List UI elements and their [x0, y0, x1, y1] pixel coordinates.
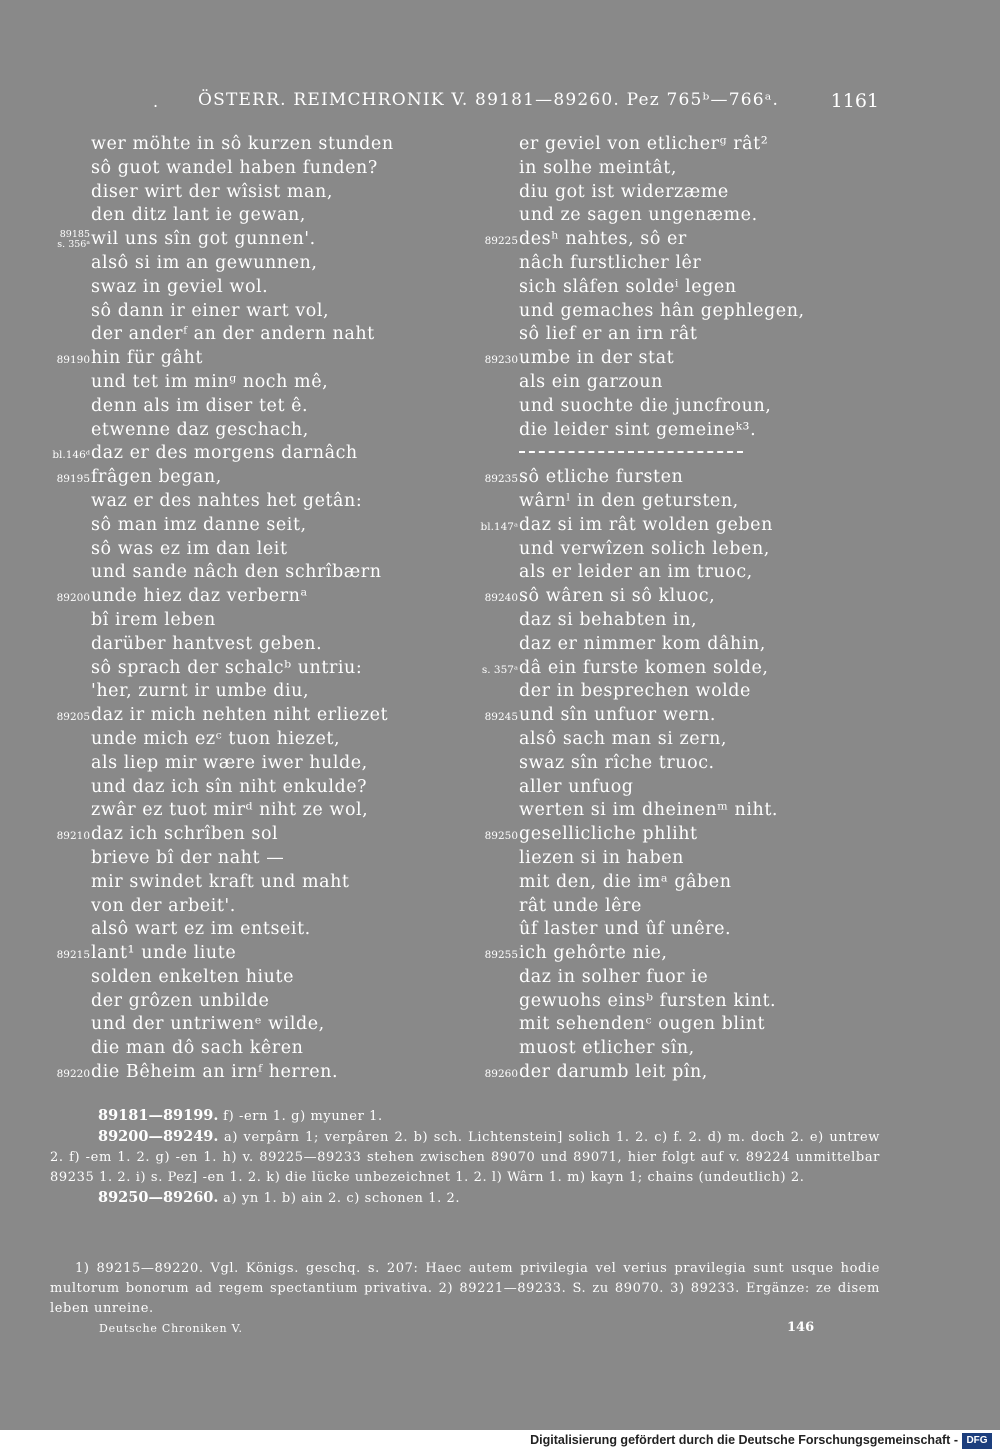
- verse-line: [50, 133, 490, 157]
- variant-range: 89200—89249.: [98, 1128, 219, 1145]
- verse-line: [50, 228, 490, 252]
- verse-text: in solhe meintât,: [519, 157, 677, 178]
- variant-block: [50, 1188, 880, 1209]
- verse-line: [50, 157, 490, 181]
- line-number: 89210: [56, 830, 90, 843]
- verse-line: [478, 228, 958, 252]
- line-number: 89260: [484, 1068, 518, 1081]
- verse-line: [50, 990, 490, 1014]
- verse-text: daz er nimmer kom dâhin,: [519, 633, 766, 654]
- verse-line: [478, 538, 958, 562]
- verse-line: [478, 157, 958, 181]
- verse-text: gewuohs einsᵇ fursten kint.: [519, 990, 777, 1011]
- verse-text: sô lief er an irn rât: [519, 324, 698, 345]
- verse-line: [50, 514, 490, 538]
- verse-line: [478, 561, 958, 585]
- funding-banner: [0, 1430, 1000, 1453]
- running-title: ÖSTERR. REIMCHRONIK V. 89181—89260. Pez 765ᵇ—766ᵃ.: [198, 90, 780, 110]
- verse-line: [478, 371, 958, 395]
- verse-text: die leider sint gemeineᵏ³.: [519, 419, 757, 440]
- verse-text: und der untriwenᵉ wilde,: [91, 1014, 325, 1035]
- verse-line: [478, 252, 958, 276]
- verse-line: [478, 895, 958, 919]
- verse-line: [478, 966, 958, 990]
- verse-text: daz in solher fuor ie: [519, 966, 709, 987]
- line-number: 89190: [56, 354, 90, 367]
- footnotes: [50, 1259, 880, 1319]
- verse-text: gesellicliche phliht: [519, 824, 698, 845]
- verse-text: diu got ist widerzæme: [519, 181, 729, 202]
- verse-text: alsô sach man si zern,: [519, 728, 728, 749]
- line-number: 89235: [484, 473, 518, 486]
- line-number: bl.147ᵃ: [480, 520, 518, 533]
- verse-line: [478, 300, 958, 324]
- variant-block: [50, 1106, 880, 1127]
- verse-line: [478, 1061, 958, 1085]
- verse-line: [478, 776, 958, 800]
- verse-line: [50, 561, 490, 585]
- verse-text: desʰ nahtes, sô er: [519, 229, 687, 250]
- verse-text: wer möhte in sô kurzen stunden: [91, 134, 394, 154]
- verse-line: [478, 133, 958, 157]
- verse-text: und daz ich sîn niht enkulde?: [91, 776, 368, 797]
- verse-text: der in besprechen wolde: [519, 681, 751, 702]
- verse-text: als ein garzoun: [519, 371, 663, 392]
- verse-text: daz ir mich nehten niht erliezet: [91, 705, 389, 726]
- verse-line: [478, 704, 958, 728]
- verse-line: [478, 514, 958, 538]
- verse-line: [50, 419, 490, 443]
- verse-text: sô guot wandel haben funden?: [91, 157, 378, 178]
- verse-line: [50, 490, 490, 514]
- verse-text: denn als im diser tet ê.: [91, 395, 309, 416]
- line-number: s. 357ᵃ: [481, 663, 518, 676]
- verse-text: alsô wart ez im entseit.: [91, 919, 311, 940]
- page-header: [0, 88, 1000, 118]
- line-number: 89245: [484, 711, 518, 724]
- verse-text: waz er des nahtes het getân:: [91, 490, 363, 511]
- verse-line: [50, 799, 490, 823]
- verse-line: [50, 347, 490, 371]
- verse-line: [50, 371, 490, 395]
- verse-text: werten si im dheinenᵐ niht.: [519, 800, 779, 821]
- line-number: 89200: [56, 592, 90, 605]
- verse-text: und suochte die juncfroun,: [519, 395, 772, 416]
- verse-line: [50, 585, 490, 609]
- verse-line: [50, 847, 490, 871]
- header-dot: .: [153, 92, 159, 111]
- verse-text: dâ ein furste komen solde,: [519, 657, 769, 678]
- verse-line: [478, 918, 958, 942]
- verse-line: [50, 942, 490, 966]
- verse-line: [478, 442, 958, 466]
- verse-text: rât unde lêre: [519, 895, 642, 916]
- verse-text: zwâr ez tuot mirᵈ niht ze wol,: [91, 800, 369, 821]
- verse-text: ûf laster und ûf unêre.: [519, 919, 732, 940]
- verse-line: [478, 204, 958, 228]
- verse-line: [478, 633, 958, 657]
- line-number: 89215: [56, 949, 90, 962]
- verse-text: den ditz lant ie gewan,: [91, 205, 306, 226]
- verse-text: diser wirt der wîsist man,: [91, 181, 333, 202]
- verse-text: darüber hantvest geben.: [91, 633, 323, 654]
- dfg-logo: DFG: [962, 1433, 992, 1449]
- verse-line: [478, 752, 958, 776]
- line-number: 89250: [484, 830, 518, 843]
- verse-line: [478, 609, 958, 633]
- verse-line: [50, 323, 490, 347]
- verse-text: als er leider an im truoc,: [519, 562, 753, 583]
- verse-text: wil uns sîn got gunnen'.: [91, 229, 316, 250]
- verse-text: daz ich schrîben sol: [91, 824, 279, 845]
- line-number: 89220: [56, 1068, 90, 1081]
- verse-text: nâch furstlicher lêr: [519, 252, 702, 273]
- verse-text: daz si im rât wolden geben: [519, 514, 773, 535]
- verse-line: [50, 204, 490, 228]
- sheet-number: 146: [787, 1320, 815, 1335]
- verse-line: [50, 728, 490, 752]
- verse-text: swaz in geviel wol.: [91, 276, 269, 297]
- variant-range: 89181—89199.: [98, 1107, 219, 1124]
- verse-line: [478, 990, 958, 1014]
- verse-line: [50, 633, 490, 657]
- line-number: 89195: [56, 473, 90, 486]
- verse-text: die man dô sach kêren: [91, 1038, 304, 1059]
- verse-text: daz si behabten in,: [519, 609, 698, 630]
- verse-text: liezen si in haben: [519, 847, 684, 868]
- verse-line: [50, 776, 490, 800]
- verse-text: brieve bî der naht —: [91, 847, 285, 868]
- verse-line: [478, 847, 958, 871]
- verse-text: und verwîzen solich leben,: [519, 538, 770, 559]
- verse-text: mit sehendenᶜ ougen blint: [519, 1014, 766, 1035]
- verse-line: [50, 1013, 490, 1037]
- verse-text: ich gehôrte nie,: [519, 943, 668, 964]
- verse-line: [478, 871, 958, 895]
- right-verse-column: [478, 133, 958, 1085]
- verse-text: als liep mir wære iwer hulde,: [91, 752, 368, 773]
- verse-line: [478, 1037, 958, 1061]
- variant-range: 89250—89260.: [98, 1189, 219, 1206]
- verse-text: mir swindet kraft und maht: [91, 871, 350, 892]
- variant-text: a) verpârn 1; verpâren 2. b) sch. Lichtenstein] solich 1. 2. c) f. 2. d) m. doch 2. e) untrew 2. f) -em 1. 2. g) -en 1. h) v. 89225—89233 stehen zwischen 89070 und 89071, hier folgt auf v. 89224 unmittelbar 89235 1. 2. i) s. Pez] -en 1. 2. k) die lücke unbezeichnet 1. 2. l) Wârn 1. m) kayn 1; chains (undeutlich) 2.: [50, 1130, 880, 1185]
- verse-line: [50, 966, 490, 990]
- variant-text: a) yn 1. b) ain 2. c) schonen 1. 2.: [218, 1191, 461, 1206]
- verse-line: [478, 799, 958, 823]
- verse-line: [50, 895, 490, 919]
- verse-line: [478, 657, 958, 681]
- verse-line: [478, 347, 958, 371]
- footnote-text: 1) 89215—89220. Vgl. Königs. geschq. s. 207: Haec autem privilegia vel verius pravilegia sunt usque hodie multorum bonorum ad regem spectantium privativa. 2) 89221—89233. S. zu 89070. 3) 89233. Ergänze: ze disem leben unreine.: [50, 1261, 880, 1316]
- verse-line: [50, 657, 490, 681]
- verse-line: [478, 728, 958, 752]
- verse-text: die Bêheim an irnᶠ herren.: [91, 1062, 339, 1083]
- line-number: 89205: [56, 711, 90, 724]
- verse-line: [478, 276, 958, 300]
- variant-readings: [50, 1106, 880, 1209]
- line-number: bl.146ᵈ: [52, 449, 90, 462]
- line-number: 89255: [484, 949, 518, 962]
- verse-text: sô man imz danne seit,: [91, 514, 307, 535]
- verse-text: der darumb leit pîn,: [519, 1062, 708, 1083]
- verse-text: sô wâren si sô kluoc,: [519, 586, 716, 607]
- verse-line: [50, 918, 490, 942]
- verse-line: [50, 871, 490, 895]
- verse-text: solden enkelten hiute: [91, 966, 294, 987]
- verse-line: [50, 752, 490, 776]
- verse-text: sô dann ir einer wart vol,: [91, 300, 330, 321]
- verse-text: und sîn unfuor wern.: [519, 705, 717, 726]
- verse-line: [50, 181, 490, 205]
- verse-line: [478, 181, 958, 205]
- line-number: 89230: [484, 354, 518, 367]
- verse-text: frâgen began,: [91, 467, 222, 488]
- verse-line: [478, 680, 958, 704]
- verse-text: 'her, zurnt ir umbe diu,: [91, 681, 310, 702]
- verse-text: etwenne daz geschach,: [91, 419, 309, 440]
- verse-text: und tet im minᵍ noch mê,: [91, 371, 329, 392]
- variant-block: [50, 1127, 880, 1188]
- verse-line: [50, 466, 490, 490]
- verse-text: sô sprach der schalcᵇ untriu:: [91, 657, 363, 678]
- verse-text: aller unfuog: [519, 776, 634, 797]
- verse-text: swaz sîn rîche truoc.: [519, 752, 715, 773]
- verse-line: [478, 1013, 958, 1037]
- verse-line: [50, 609, 490, 633]
- verse-text: bî irem leben: [91, 609, 216, 630]
- verse-text: sich slâfen soldeⁱ legen: [519, 276, 737, 297]
- verse-text: von der arbeit'.: [91, 895, 236, 916]
- verse-line: [50, 538, 490, 562]
- verse-line: [50, 276, 490, 300]
- verse-text: und sande nâch den schrîbærn: [91, 562, 382, 583]
- verse-text: und gemaches hân gephlegen,: [519, 300, 805, 321]
- verse-line: [50, 704, 490, 728]
- verse-line: [50, 395, 490, 419]
- line-number: 89225: [484, 235, 518, 248]
- verse-text: umbe in der stat: [519, 348, 675, 369]
- verse-line: [478, 585, 958, 609]
- verse-line: [50, 300, 490, 324]
- verse-text: er geviel von etlicherᵍ rât²: [519, 134, 769, 154]
- verse-text: der grôzen unbilde: [91, 990, 270, 1011]
- line-number: 89240: [484, 592, 518, 605]
- verse-text: mit den, die imᵃ gâben: [519, 871, 732, 892]
- verse-text: wârnˡ in den getursten,: [519, 490, 739, 511]
- verse-line: [478, 323, 958, 347]
- verse-line: [50, 1061, 490, 1085]
- verse-line: [478, 419, 958, 443]
- variant-text: f) -ern 1. g) myuner 1.: [218, 1109, 383, 1124]
- verse-line: [478, 490, 958, 514]
- verse-text: muost etlicher sîn,: [519, 1038, 695, 1059]
- verse-line: [478, 942, 958, 966]
- verse-text: alsô si im an gewunnen,: [91, 252, 318, 273]
- verse-text: daz er des morgens darnâch: [91, 443, 358, 464]
- funding-text: Digitalisierung gefördert durch die Deutsche Forschungsgemeinschaft -: [530, 1433, 958, 1447]
- verse-text: lant¹ unde liute: [91, 943, 237, 964]
- lacuna-dash-line: [519, 451, 743, 453]
- volume-signature: Deutsche Chroniken V.: [99, 1322, 243, 1335]
- verse-text: unde hiez daz verbernᵃ: [91, 586, 308, 607]
- verse-text: hin für gâht: [91, 348, 203, 369]
- page-number: 1161: [830, 90, 879, 112]
- verse-line: [50, 252, 490, 276]
- verse-line: [478, 395, 958, 419]
- verse-line: [478, 466, 958, 490]
- verse-line: [50, 1037, 490, 1061]
- verse-line: [50, 823, 490, 847]
- verse-line: [478, 823, 958, 847]
- line-number: 89185 s. 356ᵃ: [57, 229, 90, 251]
- verse-text: und ze sagen ungenæme.: [519, 205, 758, 226]
- verse-text: sô was ez im dan leit: [91, 538, 288, 559]
- verse-line: [50, 680, 490, 704]
- verse-text: unde mich ezᶜ tuon hiezet,: [91, 728, 341, 749]
- verse-text: sô etliche fursten: [519, 467, 684, 488]
- verse-text: der anderᶠ an der andern naht: [91, 324, 375, 345]
- verse-line: [50, 442, 490, 466]
- left-verse-column: [50, 133, 490, 1085]
